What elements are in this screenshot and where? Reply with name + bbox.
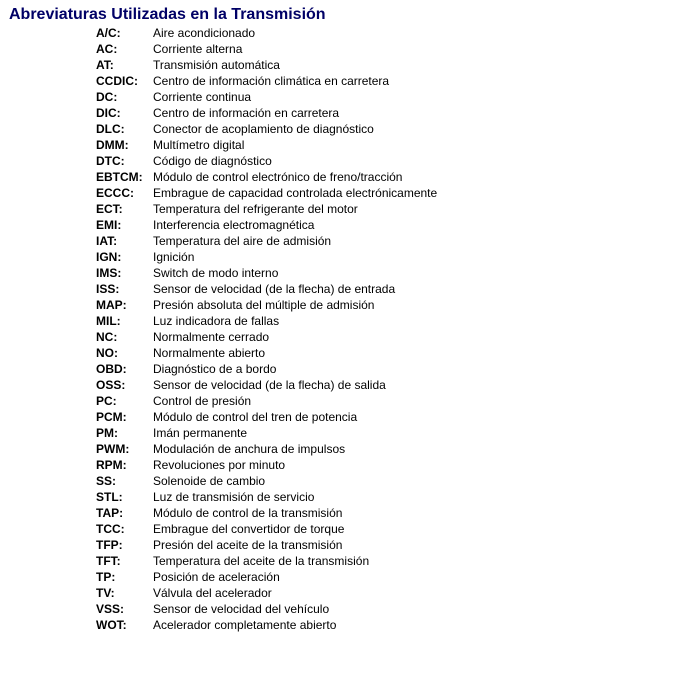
abbreviation-definition: Acelerador completamente abierto	[153, 618, 337, 632]
abbreviation-definition: Luz de transmisión de servicio	[153, 490, 315, 504]
abbreviation-row	[96, 601, 437, 617]
abbreviation-term: PC:	[96, 394, 117, 408]
abbreviation-term: SS:	[96, 474, 117, 488]
abbreviation-term: MIL:	[96, 314, 121, 328]
abbreviation-definition: Sensor de velocidad (de la flecha) de entrada	[153, 282, 396, 296]
abbreviation-row	[96, 265, 437, 281]
abbreviation-row	[96, 25, 437, 41]
abbreviation-row	[96, 329, 437, 345]
abbreviation-term: IAT:	[96, 234, 118, 248]
abbreviation-row	[96, 425, 437, 441]
abbreviation-row	[96, 233, 437, 249]
abbreviation-row	[96, 537, 437, 553]
abbreviation-row	[96, 585, 437, 601]
abbreviation-definition: Sensor de velocidad (de la flecha) de salida	[153, 378, 386, 392]
abbreviation-row	[96, 57, 437, 73]
abbreviation-row	[96, 281, 437, 297]
abbreviation-term: DIC:	[96, 106, 121, 120]
abbreviation-definition: Sensor de velocidad del vehículo	[153, 602, 330, 616]
abbreviation-definition: Transmisión automática	[153, 58, 280, 72]
abbreviation-term: PWM:	[96, 442, 130, 456]
abbreviation-term: A/C:	[96, 26, 121, 40]
abbreviation-term: EBTCM:	[96, 170, 143, 184]
abbreviation-definition: Embrague del convertidor de torque	[153, 522, 345, 536]
abbreviation-definition: Módulo de control electrónico de freno/tracción	[153, 170, 403, 184]
abbreviation-row	[96, 217, 437, 233]
abbreviation-term: ISS:	[96, 282, 120, 296]
abbreviation-definition: Luz indicadora de fallas	[153, 314, 280, 328]
abbreviation-definition: Presión absoluta del múltiple de admisión	[153, 298, 375, 312]
abbreviation-term: AT:	[96, 58, 114, 72]
abbreviation-row	[96, 473, 437, 489]
abbreviation-definition: Switch de modo interno	[153, 266, 279, 280]
abbreviation-term: VSS:	[96, 602, 125, 616]
abbreviation-definition: Temperatura del aire de admisión	[153, 234, 332, 248]
abbreviation-definition: Diagnóstico de a bordo	[153, 362, 277, 376]
abbreviation-row	[96, 393, 437, 409]
abbreviation-term: ECCC:	[96, 186, 134, 200]
abbreviation-list	[96, 25, 437, 633]
abbreviation-term: DLC:	[96, 122, 125, 136]
abbreviation-row	[96, 153, 437, 169]
abbreviation-term: NO:	[96, 346, 118, 360]
abbreviation-term: MAP:	[96, 298, 127, 312]
abbreviation-row	[96, 377, 437, 393]
abbreviation-term: NC:	[96, 330, 118, 344]
abbreviation-term: EMI:	[96, 218, 122, 232]
abbreviation-definition: Ignición	[153, 250, 195, 264]
abbreviation-row	[96, 169, 437, 185]
abbreviation-row	[96, 521, 437, 537]
abbreviation-term: STL:	[96, 490, 123, 504]
abbreviation-row	[96, 617, 437, 633]
abbreviation-definition: Aire acondicionado	[153, 26, 256, 40]
abbreviation-term: TFP:	[96, 538, 123, 552]
abbreviation-definition: Embrague de capacidad controlada electrónicamente	[153, 186, 438, 200]
abbreviation-definition: Corriente alterna	[153, 42, 243, 56]
abbreviation-definition: Temperatura del aceite de la transmisión	[153, 554, 370, 568]
abbreviation-definition: Conector de acoplamiento de diagnóstico	[153, 122, 374, 136]
abbreviation-row	[96, 457, 437, 473]
abbreviation-definition: Normalmente abierto	[153, 346, 266, 360]
abbreviation-term: DTC:	[96, 154, 125, 168]
abbreviation-row	[96, 361, 437, 377]
abbreviation-term: TV:	[96, 586, 115, 600]
abbreviation-term: RPM:	[96, 458, 127, 472]
abbreviation-row	[96, 553, 437, 569]
abbreviation-row	[96, 505, 437, 521]
abbreviation-definition: Código de diagnóstico	[153, 154, 272, 168]
abbreviation-row	[96, 345, 437, 361]
abbreviation-row	[96, 313, 437, 329]
abbreviation-term: TAP:	[96, 506, 124, 520]
abbreviation-definition: Revoluciones por minuto	[153, 458, 286, 472]
abbreviation-definition: Módulo de control de la transmisión	[153, 506, 343, 520]
abbreviation-term: WOT:	[96, 618, 127, 632]
abbreviation-row	[96, 489, 437, 505]
abbreviation-definition: Interferencia electromagnética	[153, 218, 315, 232]
abbreviation-definition: Posición de aceleración	[153, 570, 280, 584]
abbreviation-row	[96, 201, 437, 217]
abbreviation-term: AC:	[96, 42, 118, 56]
abbreviation-row	[96, 105, 437, 121]
abbreviation-definition: Multímetro digital	[153, 138, 245, 152]
abbreviation-row	[96, 73, 437, 89]
abbreviation-definition: Solenoide de cambio	[153, 474, 266, 488]
abbreviation-definition: Imán permanente	[153, 426, 248, 440]
abbreviation-row	[96, 41, 437, 57]
abbreviation-term: DMM:	[96, 138, 129, 152]
abbreviation-definition: Modulación de anchura de impulsos	[153, 442, 346, 456]
abbreviation-row	[96, 121, 437, 137]
abbreviation-row	[96, 569, 437, 585]
abbreviation-row	[96, 409, 437, 425]
abbreviation-definition: Centro de información en carretera	[153, 106, 340, 120]
abbreviation-definition: Corriente continua	[153, 90, 252, 104]
abbreviation-row	[96, 297, 437, 313]
abbreviation-row	[96, 249, 437, 265]
abbreviation-term: PCM:	[96, 410, 127, 424]
abbreviation-definition: Centro de información climática en carretera	[153, 74, 390, 88]
abbreviation-definition: Presión del aceite de la transmisión	[153, 538, 343, 552]
abbreviation-row	[96, 137, 437, 153]
abbreviation-term: CCDIC:	[96, 74, 138, 88]
abbreviation-definition: Temperatura del refrigerante del motor	[153, 202, 358, 216]
abbreviation-term: TFT:	[96, 554, 121, 568]
abbreviation-term: OBD:	[96, 362, 127, 376]
page-title: Abreviaturas Utilizadas en la Transmisión	[9, 6, 326, 23]
abbreviation-term: ECT:	[96, 202, 123, 216]
abbreviation-row	[96, 441, 437, 457]
abbreviation-definition: Válvula del acelerador	[153, 586, 272, 600]
abbreviation-term: TP:	[96, 570, 116, 584]
abbreviation-term: OSS:	[96, 378, 126, 392]
abbreviation-term: IGN:	[96, 250, 122, 264]
abbreviation-definition: Módulo de control del tren de potencia	[153, 410, 358, 424]
abbreviation-definition: Normalmente cerrado	[153, 330, 270, 344]
abbreviation-row	[96, 89, 437, 105]
abbreviation-term: IMS:	[96, 266, 122, 280]
abbreviation-definition: Control de presión	[153, 394, 252, 408]
abbreviation-term: DC:	[96, 90, 118, 104]
abbreviation-term: TCC:	[96, 522, 125, 536]
abbreviation-row	[96, 185, 437, 201]
abbreviation-term: PM:	[96, 426, 118, 440]
